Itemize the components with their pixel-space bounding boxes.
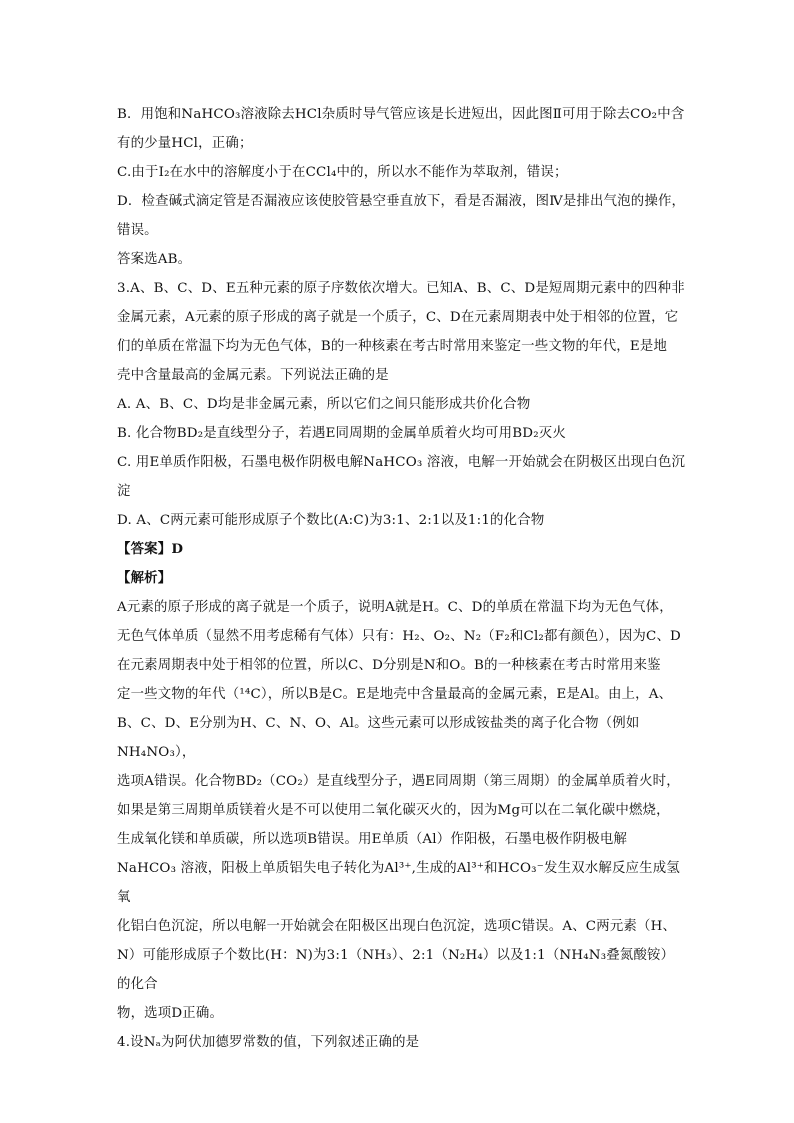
text-line: 选项A错误。化合物BD₂（CO₂）是直线型分子，遇E同周期（第三周期）的金属单质着火时，: [117, 774, 680, 789]
text-line: 生成氧化镁和单质碳，所以选项B错误。用E单质（Al）作阳极，石墨电极作阴极电解: [117, 832, 628, 847]
text-line: 壳中含量最高的金属元素。下列说法正确的是: [117, 368, 389, 383]
text-line: A元素的原子形成的离子就是一个质子，说明A就是H。C、D的单质在常温下均为无色气体，: [117, 600, 673, 615]
analysis-heading: 【解析】: [117, 570, 172, 586]
question-3-stem: 3.A、B、C、D、E五种元素的原子序数依次增大。已知A、B、C、D是短周期元素中的四种非: [117, 281, 685, 296]
text-line: B、C、D、E分别为H、C、N、O、Al。这些元素可以形成铵盐类的离子化合物（例如NH₄NO₃），: [117, 716, 640, 760]
text-line: NaHCO₃ 溶液，阳极上单质铝失电子转化为Al³⁺,生成的Al³⁺和HCO₃⁻发生双水解反应生成氢氧: [117, 861, 680, 905]
option-b: B. 化合物BD₂是直线型分子，若遇E同周期的金属单质着火均可用BD₂灭火: [117, 426, 566, 441]
option-c: C. 用E单质作阳极，石墨电极作阴极电解NaHCO₃ 溶液，电解一开始就会在阴极区出现白色沉: [117, 455, 686, 470]
document-body: [117, 100, 687, 1057]
text-line: 错误。: [117, 223, 158, 238]
text-line: 金属元素，A元素的原子形成的离子就是一个质子，C、D在元素周期表中处于相邻的位置，它: [117, 310, 679, 325]
text-line: 无色气体单质（显然不用考虑稀有气体）只有：H₂、O₂、N₂（F₂和Cl₂都有颜色），因为C、D: [117, 629, 681, 644]
answer-line: 【答案】D: [117, 541, 184, 557]
option-a: A. A、B、C、D均是非金属元素，所以它们之间只能形成共价化合物: [117, 397, 531, 412]
text-line: C.由于I₂在水中的溶解度小于在CCl₄中的，所以水不能作为萃取剂，错误；: [117, 165, 568, 180]
question-4-stem: 4.设Nₐ为阿伏加德罗常数的值，下列叙述正确的是: [117, 1035, 420, 1050]
text-line: 有的少量HCl，正确；: [117, 136, 253, 151]
text-line: 答案选AB。: [117, 252, 192, 267]
text-line: 们的单质在常温下均为无色气体，B的一种核素在考古时常用来鉴定一些文物的年代，E是地: [117, 339, 668, 354]
text-line: B．用饱和NaHCO₃溶液除去HCl杂质时导气管应该是长进短出，因此图Ⅱ可用于除去CO₂中含: [117, 107, 685, 122]
text-line: 如果是第三周期单质镁着火是不可以使用二氧化碳灭火的，因为Mg可以在二氧化碳中燃烧，: [117, 803, 670, 818]
text-line: D．检查碱式滴定管是否漏液应该使胶管悬空垂直放下，看是否漏液，图Ⅳ是排出气泡的操作，: [117, 194, 686, 209]
text-line: 淀: [117, 484, 131, 499]
text-line: 化铝白色沉淀，所以电解一开始就会在阳极区出现白色沉淀，选项C错误。A、C两元素（H、: [117, 919, 677, 934]
text-line: 在元素周期表中处于相邻的位置，所以C、D分别是N和O。B的一种核素在考古时常用来鉴: [117, 658, 661, 673]
text-line: 定一些文物的年代（¹⁴C），所以B是C。E是地壳中含量最高的金属元素，E是Al。由上，A、: [117, 687, 673, 702]
option-d: D. A、C两元素可能形成原子个数比(A:C)为3:1、2:1以及1:1的化合物: [117, 513, 545, 528]
text-line: N）可能形成原子个数比(H：N)为3:1（NH₃）、2:1（N₂H₄）以及1:1（NH₄N₃叠氮酸铵）的化合: [117, 948, 675, 992]
text-line: 物，选项D正确。: [117, 1006, 224, 1021]
